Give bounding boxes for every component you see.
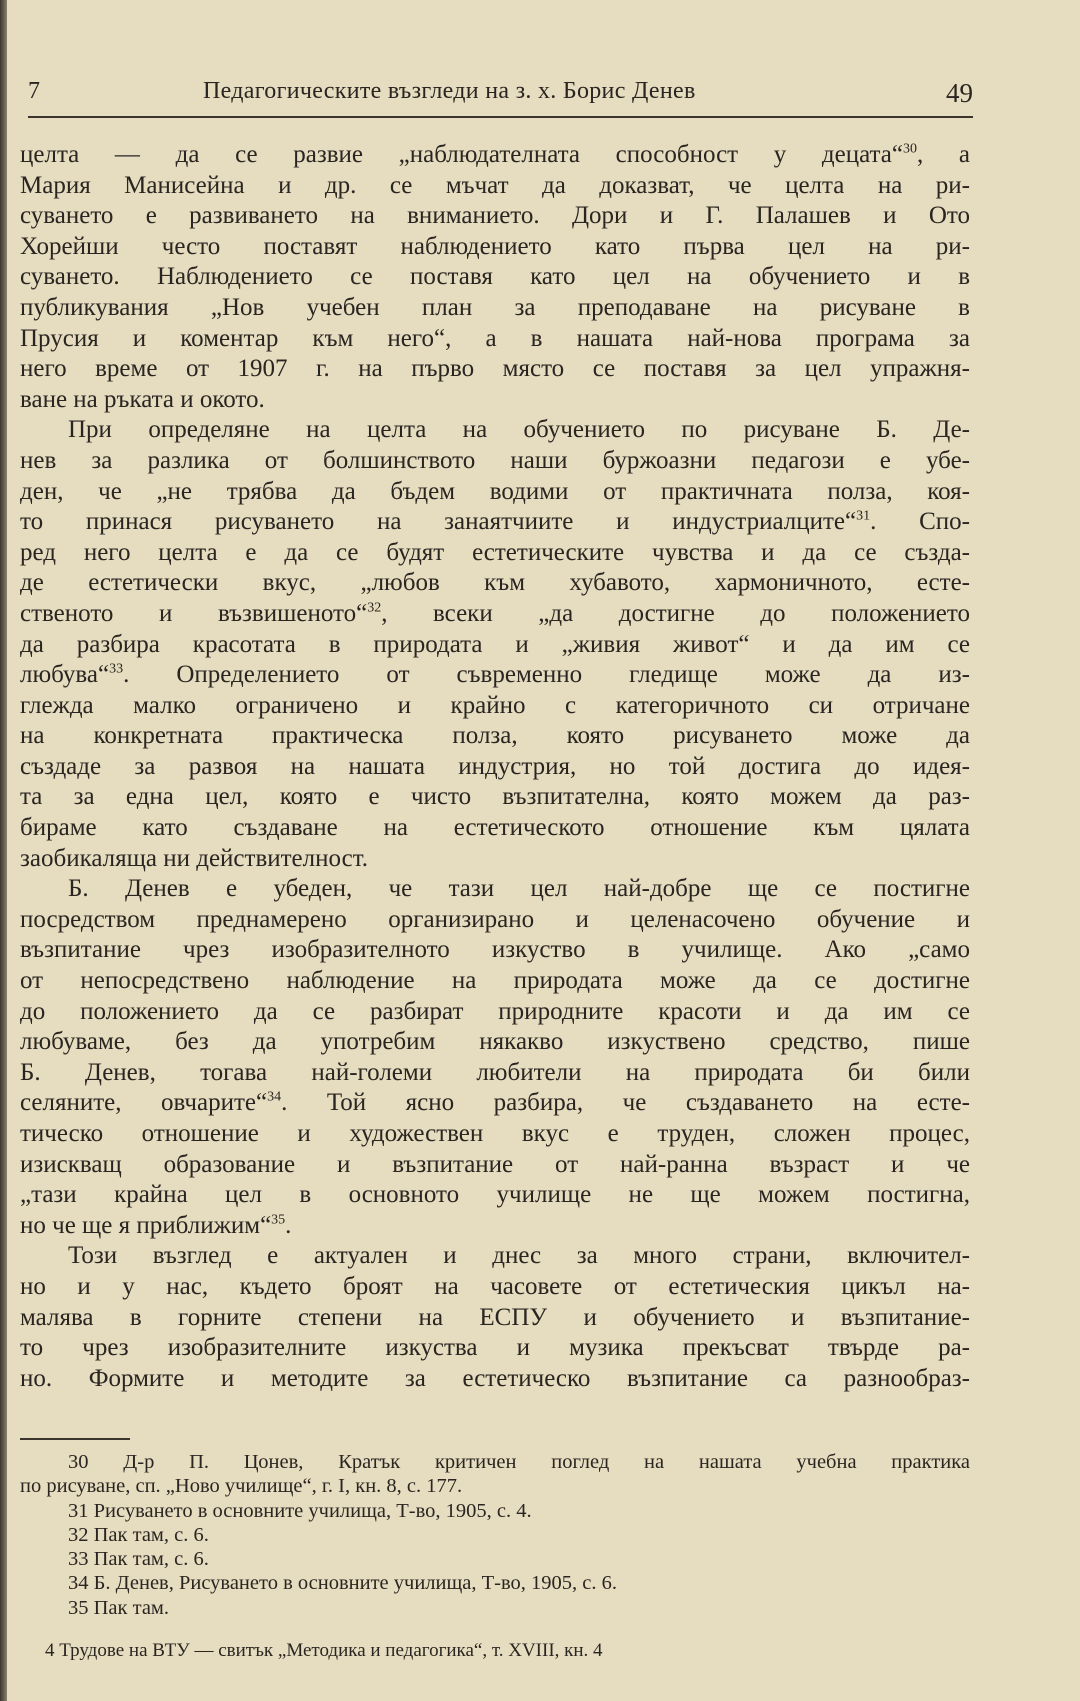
text-line (20, 660, 970, 691)
text-line (20, 385, 970, 416)
line-text: Б. Денев е убеден, че тази цел най-добре ще се постигне (68, 875, 970, 903)
footnote-line (20, 1523, 970, 1547)
line-text: до положението да се разбират природните красоти и да им се (20, 997, 970, 1025)
line-text: 32 Пак там, с. 6. (68, 1523, 209, 1546)
footnote-ref: 30 (902, 141, 917, 157)
line-text: ред него целта е да се будят естетическите чувства и да се създа- (20, 538, 970, 566)
chapter-number: 7 (28, 78, 40, 104)
text-line (20, 935, 970, 966)
text-line (20, 599, 970, 630)
line-text: посредством преднамерено организирано и целенасочено обучение и (20, 905, 970, 933)
page-binding-edge (0, 0, 7, 1701)
line-text: „тази крайна цел в основното училище не ще можем постигна, (20, 1181, 970, 1209)
text-line (20, 782, 970, 813)
page-number: 49 (946, 78, 973, 108)
line-text-after: . Той ясно разбира, че създаването на есте- (281, 1089, 970, 1117)
footnote-rule (20, 1438, 130, 1440)
footnote-line (20, 1547, 970, 1571)
running-title: Педагогическите възгледи на з. х. Борис Денев (203, 78, 696, 104)
signature-footer: 4 Трудове на ВТУ — свитък „Методика и педагогика“, т. XVIII, кн. 4 (45, 1640, 603, 1661)
line-text: целта — да се развие „наблюдателната способност у децата“ (20, 141, 903, 168)
text-line (20, 1088, 970, 1119)
text-line (20, 691, 970, 722)
line-text: любува“ (20, 661, 110, 689)
line-text: селяните, овчарите“ (20, 1089, 268, 1117)
footnote-ref: 33 (109, 661, 124, 677)
line-text: то чрез изобразителните изкуства и музика прекъсват твърде ра- (20, 1334, 970, 1362)
line-text-after: . Спо- (870, 508, 970, 536)
line-text: тическо отношение и художествен вкус е труден, сложен процес, (20, 1120, 970, 1147)
text-line (20, 1180, 970, 1211)
text-line (20, 966, 970, 997)
line-text: суването. Наблюдението се поставя като цел на обучението и в (20, 263, 970, 291)
line-text: 34 Б. Денев, Рисуването в основните училища, Т-во, 1905, с. 6. (68, 1572, 617, 1595)
text-line (20, 446, 970, 477)
line-text: ственото и възвишеното“ (20, 599, 368, 627)
line-text: но и у нас, където броят на часовете от естетическия цикъл на- (20, 1272, 970, 1300)
text-line (20, 201, 970, 232)
line-text: но че ще я приближим“ (20, 1211, 272, 1239)
line-text-after: . (285, 1211, 292, 1239)
line-text: любуваме, без да употребим някакво изкуствено средство, пише (20, 1028, 970, 1056)
line-text: то принася рисуването на занаятчиите и индустриалците“ (20, 508, 857, 536)
text-line (20, 1241, 970, 1272)
line-text-after: , а (916, 141, 970, 168)
running-header (28, 74, 973, 110)
line-text: публикувания „Нов учебен план за преподаване на рисуване в (20, 293, 970, 321)
line-text: Мария Манисейна и др. се мъчат да доказват, че целта на ри- (20, 171, 970, 199)
line-text: малява в горните степени на ЕСПУ и обучението и възпитание- (20, 1303, 970, 1331)
text-line (20, 354, 970, 385)
line-text: но. Формите и методите за естетическо възпитание са разнообраз- (20, 1364, 970, 1392)
text-line (20, 874, 970, 905)
line-text-after: . Определението от съвременно гледище може да из- (123, 661, 970, 689)
text-line (20, 232, 970, 263)
text-line (20, 1119, 970, 1150)
text-line (20, 507, 970, 538)
line-text-after: , всеки „да достигне до положението (381, 599, 970, 627)
text-line (20, 752, 970, 783)
line-text: 35 Пак там. (68, 1596, 170, 1619)
line-text: изискващ образование и възпитание от най-ранна възраст и че (20, 1150, 970, 1178)
text-line (20, 538, 970, 569)
line-text: Този възглед е актуален и днес за много страни, включител- (68, 1242, 970, 1270)
line-text: ване на ръката и окото. (20, 385, 265, 413)
line-text: ден, че „не трябва да бъдем водими от практичната полза, коя- (20, 477, 970, 505)
line-text: Прусия и коментар към него“, а в нашата най-нова програма за (20, 324, 970, 352)
text-line (20, 813, 970, 844)
text-line (20, 262, 970, 293)
text-line (20, 721, 970, 752)
line-text: възпитание чрез изобразителното изкуство в училище. Ако „само (20, 936, 970, 964)
text-line (20, 1364, 970, 1395)
line-text: на конкретната практическа полза, която рисуването може да (20, 722, 970, 750)
line-text: Б. Денев, тогава най-големи любители на природата би били (20, 1058, 970, 1086)
footnote-line (20, 1450, 970, 1474)
text-line (20, 844, 970, 875)
line-text: него време от 1907 г. на първо място се поставя за цел упражня- (20, 355, 970, 383)
text-line (20, 905, 970, 936)
text-line (20, 1272, 970, 1303)
text-line (20, 140, 970, 171)
line-text: Хорейши често поставят наблюдението като първа цел на ри- (20, 232, 970, 260)
text-line (20, 324, 970, 355)
footnotes (20, 1450, 970, 1620)
line-text: 30 Д-р П. Цонев, Кратък критичен поглед на нашата учебна практика (68, 1451, 970, 1473)
line-text: да разбира красотата в природата и „живия живот“ и да им се (20, 630, 970, 658)
text-line (20, 415, 970, 446)
footnote-line (20, 1596, 970, 1620)
text-line (20, 1333, 970, 1364)
footnote-line (20, 1474, 970, 1498)
line-text: от непосредствено наблюдение на природата може да се достигне (20, 967, 970, 995)
line-text: 31 Рисуването в основните училища, Т-во, 1905, с. 4. (68, 1499, 532, 1522)
text-line (20, 477, 970, 508)
body-text (20, 140, 970, 1394)
text-line (20, 1058, 970, 1089)
footnote-line (20, 1571, 970, 1595)
line-text: де естетически вкус, „любов към хубавото, хармоничното, есте- (20, 569, 970, 597)
text-line (20, 997, 970, 1028)
text-line (20, 171, 970, 202)
text-line (20, 630, 970, 661)
line-text: заобикаляща ни действителност. (20, 844, 369, 872)
text-line (20, 568, 970, 599)
footnote-line (20, 1499, 970, 1523)
header-rule (28, 116, 973, 118)
footnote-ref: 34 (267, 1090, 282, 1106)
line-text: създаде за развоя на нашата индустрия, но той достига до идея- (20, 752, 970, 780)
footnote-ref: 32 (367, 600, 382, 616)
text-line (20, 1303, 970, 1334)
text-line (20, 1211, 970, 1242)
text-line (20, 1150, 970, 1181)
line-text: При определяне на целта на обучението по рисуване Б. Де- (68, 416, 970, 444)
line-text: по рисуване, сп. „Ново училище“, г. I, кн. 8, с. 177. (20, 1475, 463, 1498)
footnote-ref: 35 (271, 1212, 286, 1228)
line-text: бираме като създаване на естетическото отношение към цялата (20, 814, 970, 842)
text-line (20, 1027, 970, 1058)
text-line (20, 293, 970, 324)
line-text: та за една цел, която е чисто възпитателна, която можем да раз- (20, 783, 970, 811)
line-text: суването е развиването на вниманието. Дори и Г. Палашев и Ото (20, 202, 970, 230)
line-text: глежда малко ограничено и крайно с категоричното си отричане (20, 691, 970, 719)
line-text: нев за разлика от болшинството наши буржоазни педагози е убе- (20, 446, 970, 474)
footnote-ref: 31 (856, 508, 871, 524)
line-text: 33 Пак там, с. 6. (68, 1548, 209, 1571)
